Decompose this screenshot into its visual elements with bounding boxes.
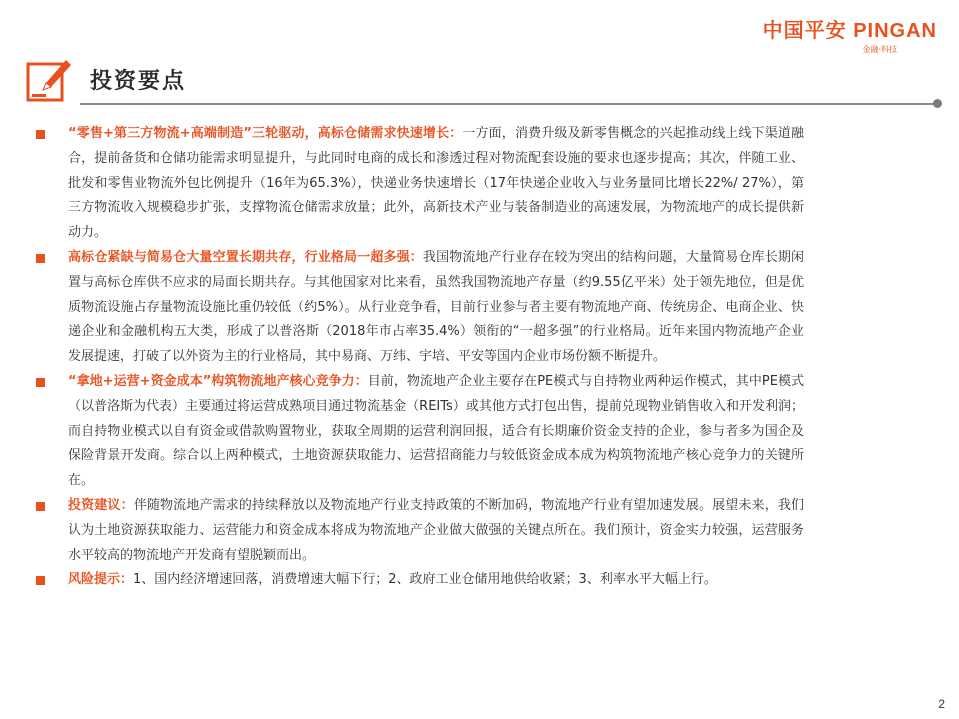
point-body: 我国物流地产行业存在较为突出的结构问题，大量简易仓库长期闲置与高标仓库供不应求的局面长期共存。与其他国家对比来看，虽然我国物流地产存量（约9.55亿平米）处于领先地位，但是优质物流设施占存量物流设施比重仍较低（约5%）。从行业竞争看，目前行业参与者主要有物流地产商、传统房企、电商企业、快递企业和金融机构五大类，形成了以普洛斯（2018年市占率35.4%）领衔的“一超多强”的行业格局。近年来国内物流地产企业发展提速，打破了以外资为主的行业格局，其中易商、万纬、宇培、平安等国内企业市场份额不断提升。 — [68, 249, 804, 365]
point-lead: 风险提示： — [68, 572, 134, 588]
point-item — [36, 122, 804, 246]
square-bullet-icon — [36, 502, 45, 511]
title-divider — [80, 103, 940, 105]
point-lead: 投资建议： — [68, 497, 134, 513]
point-item — [36, 568, 804, 593]
key-points-list — [36, 122, 804, 593]
point-lead: 高标仓紧缺与简易仓大量空置长期共存，行业格局一超多强： — [68, 249, 423, 265]
square-bullet-icon — [36, 130, 45, 139]
logo-tagline: 金融·科技 — [862, 45, 897, 54]
point-body: 目前，物流地产企业主要存在PE模式与自持物业两种运作模式，其中PE模式（以普洛斯为代表）主要通过将运营成熟项目通过物流基金（REITs）或其他方式打包出售，提前兑现物业销售收入和开发利润；而自持物业模式以自有资金或借款购置物业，获取全周期的运营利润回报，适合有长期廉价资金支持的企业，参与者多为国企及保险背景开发商。综合以上两种模式，土地资源获取能力、运营招商能力与较低资金成本成为构筑物流地产核心竞争力的关键所在。 — [68, 373, 805, 489]
page-number: 2 — [938, 697, 945, 711]
pencil-box-icon — [26, 56, 74, 104]
square-bullet-icon — [36, 576, 45, 585]
page-title: 投资要点 — [90, 68, 187, 94]
point-item — [36, 370, 804, 494]
square-bullet-icon — [36, 254, 45, 263]
point-lead: “零售+第三方物流+高端制造”三轮驱动，高标仓储需求快速增长： — [68, 126, 463, 141]
point-body: 伴随物流地产需求的持续释放以及物流地产行业支持政策的不断加码，物流地产行业有望加速发展。展望未来，我们认为土地资源获取能力、运营能力和资金成本将成为物流地产企业做大做强的关键点所在。我们预计，资金实力较强，运营服务水平较高的物流地产开发商有望脱颖而出。 — [68, 497, 804, 563]
square-bullet-icon — [36, 378, 45, 387]
point-item — [36, 246, 804, 370]
point-lead: “拿地+运营+资金成本”构筑物流地产核心竞争力： — [68, 373, 368, 389]
point-body: 一方面，消费升级及新零售概念的兴起推动线上线下渠道融合，提前备货和仓储功能需求明显提升，与此同时电商的成长和渗透过程对物流配套设施的要求也逐步提高；其次，伴随工业、批发和零售业物流外包比例提升（16年为65.3%），快递业务快速增长（17年快递企业收入与业务量同比增长22%/ 27%），第三方物流收入规模稳步扩张，支撑物流仓储需求放量；此外，高新技术产业与装备制造业的高速发展，为物流地产的成长提供新动力。 — [68, 126, 804, 241]
point-body: 1、国内经济增速回落，消费增速大幅下行；2、政府工业仓储用地供给收紧；3、利率水平大幅上行。 — [133, 572, 717, 588]
logo-text: 中国平安 PINGAN — [762, 20, 937, 42]
point-item — [36, 494, 804, 568]
divider-end-dot — [933, 99, 942, 108]
brand-logo — [737, 14, 937, 55]
